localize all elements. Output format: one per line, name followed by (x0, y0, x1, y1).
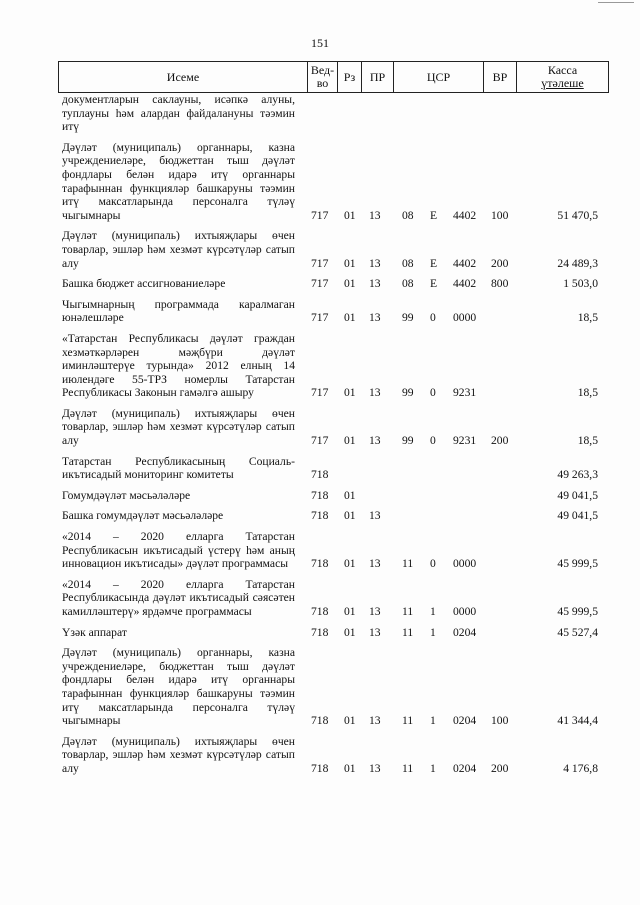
code-csr-direction: 0000 (453, 557, 477, 571)
code-csr-program: 11 (402, 761, 414, 775)
code-ved: 718 (311, 488, 329, 502)
row-codes (0, 256, 640, 270)
code-ved: 718 (311, 557, 329, 571)
code-pr: 13 (369, 208, 381, 222)
header-csr (394, 62, 484, 92)
amount: 49 041,5 (557, 509, 598, 523)
header-ved-line1: Вед- (310, 63, 335, 77)
code-csr-subprogram: 0 (430, 434, 436, 448)
code-csr-subprogram: 1 (430, 625, 436, 639)
row-codes (0, 434, 640, 448)
row-name: документларын саклауны, исәпкә алуны, туплауны һәм алардан файдалануны тәэмин итү (62, 93, 295, 134)
row-name: «2014 – 2020 елларга Татарстан Республикасында дәүләт икътисадый сәясәтен камилләштерү» ярдәмче программасы (62, 577, 295, 618)
code-pr: 13 (369, 625, 381, 639)
table-row (0, 298, 640, 325)
code-csr-direction: 4402 (453, 256, 477, 270)
code-rz: 01 (344, 509, 356, 523)
header-rz-label: Рз (343, 69, 356, 84)
code-csr-subprogram: 1 (430, 714, 436, 728)
code-vr: 200 (491, 434, 509, 448)
amount: 41 344,4 (557, 714, 598, 728)
row-name: «2014 – 2020 елларга Татарстан Республикасын икътисадый үстерү һәм аның инновацион икътисады» дәүләт программасы (62, 530, 295, 571)
code-ved: 718 (311, 605, 329, 618)
code-ved: 717 (311, 256, 329, 270)
code-csr-subprogram: 0 (430, 557, 436, 571)
row-name: «Татарстан Республикасы дәүләт граждан хезмәткәрләрен мәҗбүри дәүләт иминләштерүе турында» 2012 елның 14 июлендәге 55-ТРЗ номерлы Татарстан Республикасы Законын гамәлгә ашыру (62, 331, 295, 400)
code-csr-program: 08 (402, 208, 414, 222)
code-rz: 01 (344, 488, 356, 502)
amount: 45 999,5 (557, 557, 598, 571)
table-row (0, 646, 640, 728)
header-kassa-line1: Касса (547, 63, 578, 77)
code-csr-subprogram: 1 (430, 605, 436, 618)
header-ved (308, 62, 338, 92)
table-header (58, 61, 609, 93)
code-rz: 01 (344, 434, 356, 448)
code-csr-direction: 4402 (453, 277, 477, 291)
code-csr-direction: 0000 (453, 605, 477, 618)
code-csr-direction: 9231 (453, 386, 477, 400)
code-rz: 01 (344, 605, 356, 618)
code-pr: 13 (369, 256, 381, 270)
row-name: Дәүләт (муниципаль) органнары, казна учреждениеләре, бюджеттан тыш дәүләт фондлары белән идарә итү органнары тарафыннан функцияләр башкаруны тәэмин итү максатларында персоналга түләү чыгымнары (62, 140, 295, 222)
table-row (0, 735, 640, 776)
code-pr: 13 (369, 434, 381, 448)
code-pr: 13 (369, 761, 381, 775)
code-pr: 13 (369, 386, 381, 400)
amount: 18,5 (577, 386, 598, 400)
code-ved: 717 (311, 277, 329, 291)
header-pr (362, 62, 394, 92)
row-codes (0, 762, 640, 776)
header-vr (484, 62, 517, 92)
table-row (0, 489, 640, 503)
code-vr: 100 (491, 208, 509, 222)
code-ved: 718 (311, 625, 329, 639)
table-row (0, 455, 640, 482)
code-rz: 01 (344, 256, 356, 270)
table-row (0, 277, 640, 291)
row-name: Үзәк аппарат (62, 625, 127, 639)
table-body (0, 93, 640, 783)
code-csr-program: 99 (402, 386, 414, 400)
header-rz (338, 62, 362, 92)
code-rz: 01 (344, 277, 356, 291)
code-pr: 13 (369, 311, 381, 325)
code-ved: 717 (311, 434, 329, 448)
row-name: Башка гомумдәүләт мәсьәләләре (62, 509, 224, 523)
table-row (0, 407, 640, 448)
code-vr: 200 (491, 761, 509, 775)
table-row (0, 578, 640, 619)
row-codes (0, 311, 640, 325)
amount: 18,5 (577, 434, 598, 448)
row-name: Чыгымнарның программада каралмаган юнәлешләре (62, 297, 295, 325)
header-vr-label: ВР (492, 69, 508, 84)
code-csr-direction: 9231 (453, 434, 477, 448)
code-csr-direction: 0000 (453, 311, 477, 325)
code-ved: 718 (311, 761, 329, 775)
code-csr-direction: 0204 (453, 625, 477, 639)
code-csr-subprogram: 0 (430, 386, 436, 400)
row-name: Дәүләт (муниципаль) ихтыяҗлары өчен товарлар, эшләр һәм хезмәт күрсәтүләр сатып алу (62, 734, 295, 775)
code-csr-program: 08 (402, 256, 414, 270)
amount: 49 041,5 (557, 488, 598, 502)
table-row (0, 626, 640, 640)
header-csr-label: ЦСР (426, 69, 451, 84)
amount: 45 999,5 (557, 605, 598, 618)
code-pr: 13 (369, 277, 381, 291)
code-rz: 01 (344, 386, 356, 400)
header-ved-line2: во (316, 76, 329, 90)
code-csr-program: 11 (402, 625, 414, 639)
header-name (59, 62, 308, 92)
code-csr-subprogram: Е (430, 277, 438, 291)
amount: 18,5 (577, 311, 598, 325)
code-csr-program: 11 (402, 557, 414, 571)
header-name-label: Исеме (166, 69, 200, 84)
code-rz: 01 (344, 625, 356, 639)
code-csr-subprogram: 1 (430, 761, 436, 775)
code-csr-program: 99 (402, 434, 414, 448)
code-vr: 800 (491, 277, 509, 291)
code-csr-direction: 4402 (453, 208, 477, 222)
code-rz: 01 (344, 761, 356, 775)
row-codes (0, 386, 640, 400)
code-ved: 717 (311, 386, 329, 400)
row-codes (0, 605, 640, 619)
row-codes (0, 714, 640, 728)
code-csr-direction: 0204 (453, 761, 477, 775)
code-rz: 01 (344, 714, 356, 728)
row-codes (0, 120, 640, 134)
code-rz: 01 (344, 208, 356, 222)
table-row (0, 332, 640, 400)
code-ved: 718 (311, 509, 329, 523)
row-name: Дәүләт (муниципаль) органнары, казна учреждениеләре, бюджеттан тыш дәүләт фондлары белән идарә итү органнары тарафыннан функцияләр башкаруны тәэмин итү максатларында персоналга түләү чыгымнары (62, 646, 295, 728)
code-ved: 717 (311, 311, 329, 325)
amount: 1 503,0 (563, 277, 598, 291)
code-csr-subprogram: Е (430, 208, 438, 222)
header-pr-label: ПР (369, 69, 386, 84)
table-row (0, 141, 640, 223)
code-csr-program: 11 (402, 714, 414, 728)
amount: 45 527,4 (557, 625, 598, 639)
code-ved: 717 (311, 208, 329, 222)
code-ved: 718 (311, 468, 329, 482)
code-csr-direction: 0204 (453, 714, 477, 728)
row-codes (0, 468, 640, 482)
code-csr-subprogram: Е (430, 256, 438, 270)
code-csr-program: 08 (402, 277, 414, 291)
row-codes (0, 625, 640, 639)
table-row (0, 229, 640, 270)
code-csr-subprogram: 0 (430, 311, 436, 325)
row-codes (0, 488, 640, 502)
row-name: Дәүләт (муниципаль) ихтыяҗлары өчен товарлар, эшләр һәм хезмәт күрсәтүләр сатып алу (62, 406, 295, 448)
amount: 4 176,8 (563, 761, 598, 775)
table-row (0, 509, 640, 523)
table-row (0, 93, 640, 134)
code-csr-program: 11 (402, 605, 414, 618)
code-pr: 13 (369, 557, 381, 571)
row-codes (0, 509, 640, 523)
header-kassa-line2: үтәлеше (541, 76, 584, 90)
row-codes (0, 208, 640, 222)
row-name: Дәүләт (муниципаль) ихтыяҗлары өчен товарлар, эшләр һәм хезмәт күрсәтүләр сатып алу (62, 229, 295, 270)
code-vr: 100 (491, 714, 509, 728)
amount: 51 470,5 (557, 208, 598, 222)
row-codes (0, 277, 640, 291)
code-vr: 200 (491, 256, 509, 270)
code-rz: 01 (344, 311, 356, 325)
code-csr-program: 99 (402, 311, 414, 325)
code-pr: 13 (369, 605, 381, 618)
row-name: Гомумдәүләт мәсьәләләре (62, 488, 191, 502)
amount: 49 263,3 (557, 468, 598, 482)
header-kassa (517, 62, 608, 92)
corner-line (598, 2, 634, 3)
row-name: Башка бюджет ассигнованиеләре (62, 277, 226, 291)
code-pr: 13 (369, 714, 381, 728)
table-row (0, 530, 640, 571)
code-ved: 718 (311, 714, 329, 728)
code-pr: 13 (369, 509, 381, 523)
amount: 24 489,3 (557, 256, 598, 270)
code-rz: 01 (344, 557, 356, 571)
page-number: 151 (311, 36, 329, 50)
row-name: Татарстан Республикасының Социаль-икътисадый мониторинг комитеты (62, 454, 295, 482)
row-codes (0, 557, 640, 571)
